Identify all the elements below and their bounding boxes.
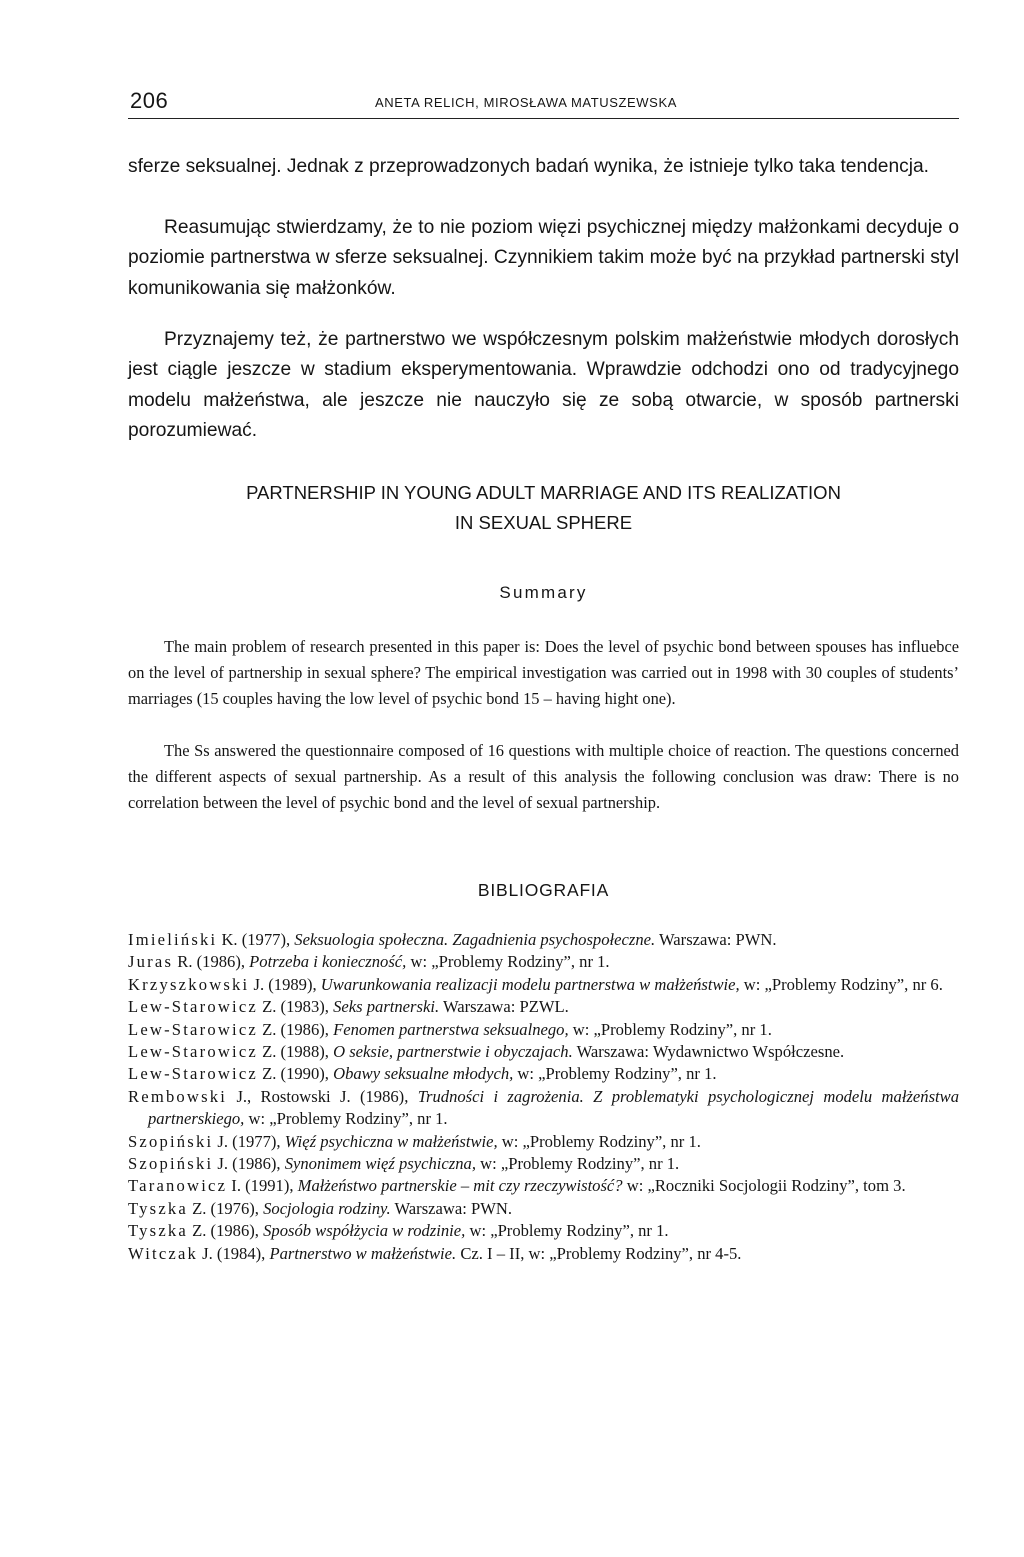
summary-paragraph: The main problem of research presented in this paper is: Does the level of psychic bond between spouses has influebce on the level of partnership in sexual sphere? The empirical investigation was carried out in 1998 with 30 couples of students’ marriages (15 couples having the low level of psychic bond 15 – having hight one). [128,637,959,709]
entry-title: Partnerstwo w małżeństwie. [269,1243,457,1263]
bibliography-heading: BIBLIOGRAFIA [477,880,610,900]
bibliography-entry [128,1198,959,1220]
summary-paragraph: The Ss answered the questionnaire composed of 16 questions with multiple choice of reaction. The questions concerned the different aspects of sexual partnership. As a result of this analysis the following conclusion was draw: There is no correlation between the level of psychic bond and the level of sexual partnership. [128,741,959,813]
entry-source: w: „Problemy Rodziny”, nr 1. [244,1109,448,1129]
entry-details: J. (1986), [213,1154,285,1174]
bibliography-entry [128,1063,959,1085]
entry-details: Z. (1986), [187,1221,264,1241]
entry-title: Potrzeba i konieczność, [249,952,407,972]
bibliography-entry [128,1243,959,1265]
entry-title: Obawy seksualne młodych, [333,1064,514,1084]
entry-title: Uwarunkowania realizacji modelu partnerstwa w małżeństwie, [320,974,740,994]
entry-author: Tyszka [128,1221,188,1241]
entry-title: Seksuologia społeczna. Zagadnienia psychospołeczne. [294,930,656,949]
entry-source: Warszawa: Wydawnictwo Współczesne. [572,1042,845,1062]
entry-details: K. (1977), [217,930,295,949]
entry-title: O seksie, partnerstwie i obyczajach. [333,1042,573,1062]
bibliography-entry [128,996,959,1018]
body-paragraph: Reasumując stwierdzamy, że to nie poziom więzi psychicznej między małżonkami decyduje o poziomie partnerstwa w sferze seksualnej. Czynnikiem takim może być na przykład partnerski styl komunikowania się małżonków. [128,217,959,299]
entry-author: Taranowicz [128,1176,228,1196]
entry-title: Trudności i zagrożenia. Z problematyki psychologicznej modelu małżeństwa partnerskiego, [148,1086,959,1129]
bibliography-list [128,929,959,1265]
summary-heading: Summary [499,583,588,602]
entry-author: Lew-Starowicz [128,1064,258,1084]
entry-author: Lew-Starowicz [128,1019,258,1039]
body-paragraph: Przyznajemy też, że partnerstwo we współczesnym polskim małżeństwie młodych dorosłych jest ciągle jeszcze w stadium eksperymentowania. Wprawdzie odchodzi ono od tradycyjnego modelu małżeństwa, ale jeszcze nie nauczyło się ze sobą otwarcie, w sposób partnerski porozumiewać. [128,329,959,442]
entry-details: J. (1977), [213,1131,285,1151]
entry-details: J., Rostowski J. (1986), [227,1086,418,1106]
entry-details: Z. (1990), [257,1064,334,1084]
bibliography-entry [128,1086,959,1131]
entry-source: Warszawa: PWN. [655,930,777,949]
bibliography-entry [128,929,959,951]
entry-details: R. (1986), [173,952,250,972]
entry-author: Rembowski [128,1086,228,1106]
running-title: ANETA RELICH, MIROSŁAWA MATUSZEWSKA [375,95,677,110]
entry-details: J. (1984), [198,1243,270,1263]
entry-author: Lew-Starowicz [128,997,258,1017]
entry-author: Juras [128,952,174,972]
entry-author: Tyszka [128,1198,188,1218]
entry-title: Fenomen partnerstwa seksualnego, [333,1019,569,1039]
entry-title: Więź psychiczna w małżeństwie, [284,1131,498,1151]
entry-source: w: „Problemy Rodziny”, nr 1. [406,952,610,972]
entry-details: Z. (1983), [257,997,334,1017]
entry-details: I. (1991), [227,1176,298,1196]
entry-author: Szopiński [128,1154,214,1174]
entry-details: Z. (1988), [257,1042,334,1062]
bibliography-entry [128,1019,959,1041]
entry-source: Warszawa: PWN. [390,1198,513,1218]
entry-title: Synonimem więź psychiczna, [284,1154,476,1174]
bibliography-entry [128,1041,959,1063]
entry-details: J. (1989), [249,974,321,994]
bibliography-entry [128,951,959,973]
summary-title-line: IN SEXUAL SPHERE [454,512,633,533]
bibliography-entry [128,1175,959,1197]
entry-author: Imieliński [128,930,218,949]
bibliography-entry [128,1131,959,1153]
summary-title [128,478,959,538]
bibliography-entry [128,1153,959,1175]
entry-title: Małżeństwo partnerskie – mit czy rzeczywistość? [297,1176,623,1196]
entry-title: Sposób współżycia w rodzinie, [263,1221,466,1241]
bibliography-entry [128,974,959,996]
entry-title: Seks partnerski. [333,997,440,1017]
entry-source: Warszawa: PZWL. [439,997,569,1017]
entry-source: w: „Problemy Rodziny”, nr 1. [568,1019,772,1039]
entry-source: w: „Problemy Rodziny”, nr 1. [513,1064,717,1084]
body-paragraph: sferze seksualnej. Jednak z przeprowadzonych badań wynika, że istnieje tylko taka tendencja. [128,156,929,177]
summary-title-line: PARTNERSHIP IN YOUNG ADULT MARRIAGE AND ITS REALIZATION [246,482,841,503]
entry-details: Z. (1976), [187,1198,264,1218]
entry-details: Z. (1986), [257,1019,334,1039]
running-header [128,88,959,119]
bibliography-entry [128,1220,959,1242]
entry-source: w: „Problemy Rodziny”, nr 1. [475,1154,680,1174]
page-number: 206 [130,88,169,113]
entry-author: Witczak [128,1243,199,1263]
entry-source: w: „Problemy Rodziny”, nr 6. [739,974,943,994]
entry-author: Lew-Starowicz [128,1042,258,1062]
entry-source: w: „Problemy Rodziny”, nr 1. [465,1221,669,1241]
entry-source: Cz. I – II, w: „Problemy Rodziny”, nr 4-5. [456,1243,742,1263]
entry-source: w: „Roczniki Socjologii Rodziny”, tom 3. [622,1176,906,1196]
entry-source: w: „Problemy Rodziny”, nr 1. [497,1131,701,1151]
entry-author: Krzyszkowski [128,974,250,994]
entry-author: Szopiński [128,1131,214,1151]
entry-title: Socjologia rodziny. [263,1198,391,1218]
